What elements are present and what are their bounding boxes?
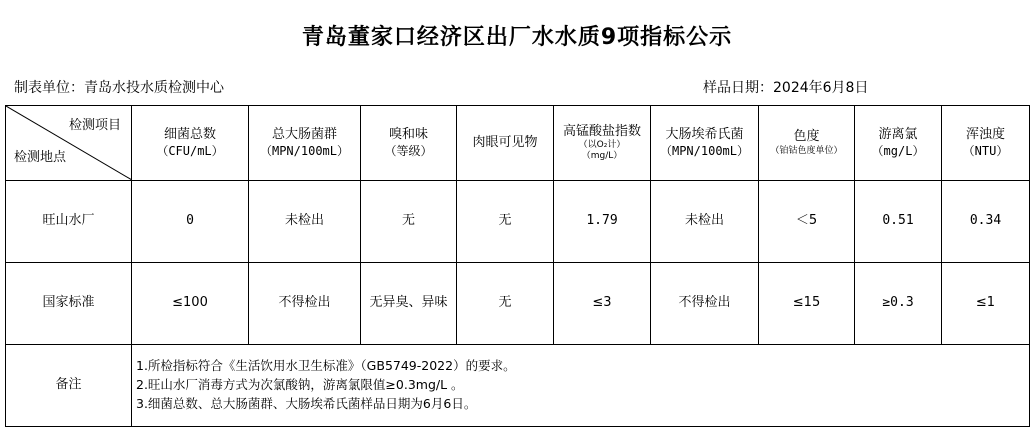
value-cell: 不得检出: [249, 263, 361, 345]
notes-label: 备注: [6, 345, 132, 427]
value-cell: ＜5: [759, 181, 855, 263]
value-cell: 无: [457, 181, 554, 263]
note-line: 2.旺山水厂消毒方式为次氯酸钠，游离氯限值≥0.3mg/L 。: [136, 377, 464, 393]
column-name: 总大肠菌群: [271, 127, 337, 143]
header-row: [6, 106, 1030, 181]
value-cell: 无: [457, 263, 554, 345]
value-cell: 无: [361, 181, 457, 263]
value-cell: 1.79: [554, 181, 651, 263]
column-unit-2: （mg/L）: [581, 151, 623, 162]
value-cell: ≤1: [942, 263, 1030, 345]
corner-site-label: 检测地点: [14, 149, 67, 165]
value-cell: ≥0.3: [855, 263, 942, 345]
column-header: [457, 106, 554, 181]
value-cell: 0.51: [855, 181, 942, 263]
corner-item-label: 检测项目: [68, 118, 121, 133]
issuing-unit: 制表单位：青岛水投水质检测中心: [14, 80, 224, 96]
corner-header-cell: [6, 106, 132, 181]
column-header: [249, 106, 361, 181]
notes-content: [132, 345, 1030, 427]
column-name: 肉眼可见物: [472, 134, 538, 150]
site-cell: 国家标准: [6, 263, 132, 345]
column-unit: （MPN/100mL）: [259, 143, 350, 158]
notes-row: [6, 345, 1030, 427]
site-cell: 旺山水厂: [6, 181, 132, 263]
column-header: [759, 106, 855, 181]
column-name: 高锰酸盐指数: [562, 123, 641, 139]
column-unit: （等级）: [384, 143, 433, 158]
column-header: [855, 106, 942, 181]
column-header: [361, 106, 457, 181]
column-name: 细菌总数: [163, 127, 216, 143]
note-line: 1.所检指标符合《生活饮用水卫生标准》（GB5749-2022）的要求。: [136, 358, 516, 374]
value-cell: 0.34: [942, 181, 1030, 263]
column-header: [554, 106, 651, 181]
water-quality-table: [5, 105, 1030, 427]
column-unit: （mg/L）: [871, 143, 925, 158]
column-name: 浑浊度: [965, 127, 1005, 143]
column-name: 游离氯: [878, 127, 918, 143]
page-title: 青岛董家口经济区出厂水水质9项指标公示: [301, 25, 733, 50]
table-row: [6, 263, 1030, 345]
value-cell: ≤15: [759, 263, 855, 345]
value-cell: 无异臭、异味: [361, 263, 457, 345]
column-unit: （CFU/mL）: [156, 143, 224, 158]
column-name: 大肠埃希氏菌: [665, 127, 744, 143]
column-header: [942, 106, 1030, 181]
value-cell: 不得检出: [651, 263, 759, 345]
table-row: [6, 181, 1030, 263]
column-name: 色度: [793, 129, 820, 145]
sample-date: 样品日期：2024年6月8日: [703, 80, 869, 96]
column-unit: （铂钴色度单位）: [770, 145, 843, 156]
column-name: 嗅和味: [388, 127, 428, 143]
column-unit: （以O₂计）: [578, 139, 626, 150]
column-unit: （MPN/100mL）: [659, 143, 750, 158]
value-cell: ≤3: [554, 263, 651, 345]
note-line: 3.细菌总数、总大肠菌群、大肠埃希氏菌样品日期为6月6日。: [136, 395, 477, 411]
column-header: [132, 106, 249, 181]
value-cell: 未检出: [249, 181, 361, 263]
column-header: [651, 106, 759, 181]
value-cell: 未检出: [651, 181, 759, 263]
value-cell: ≤100: [132, 263, 249, 345]
column-unit: （NTU）: [962, 143, 1009, 158]
value-cell: 0: [132, 181, 249, 263]
